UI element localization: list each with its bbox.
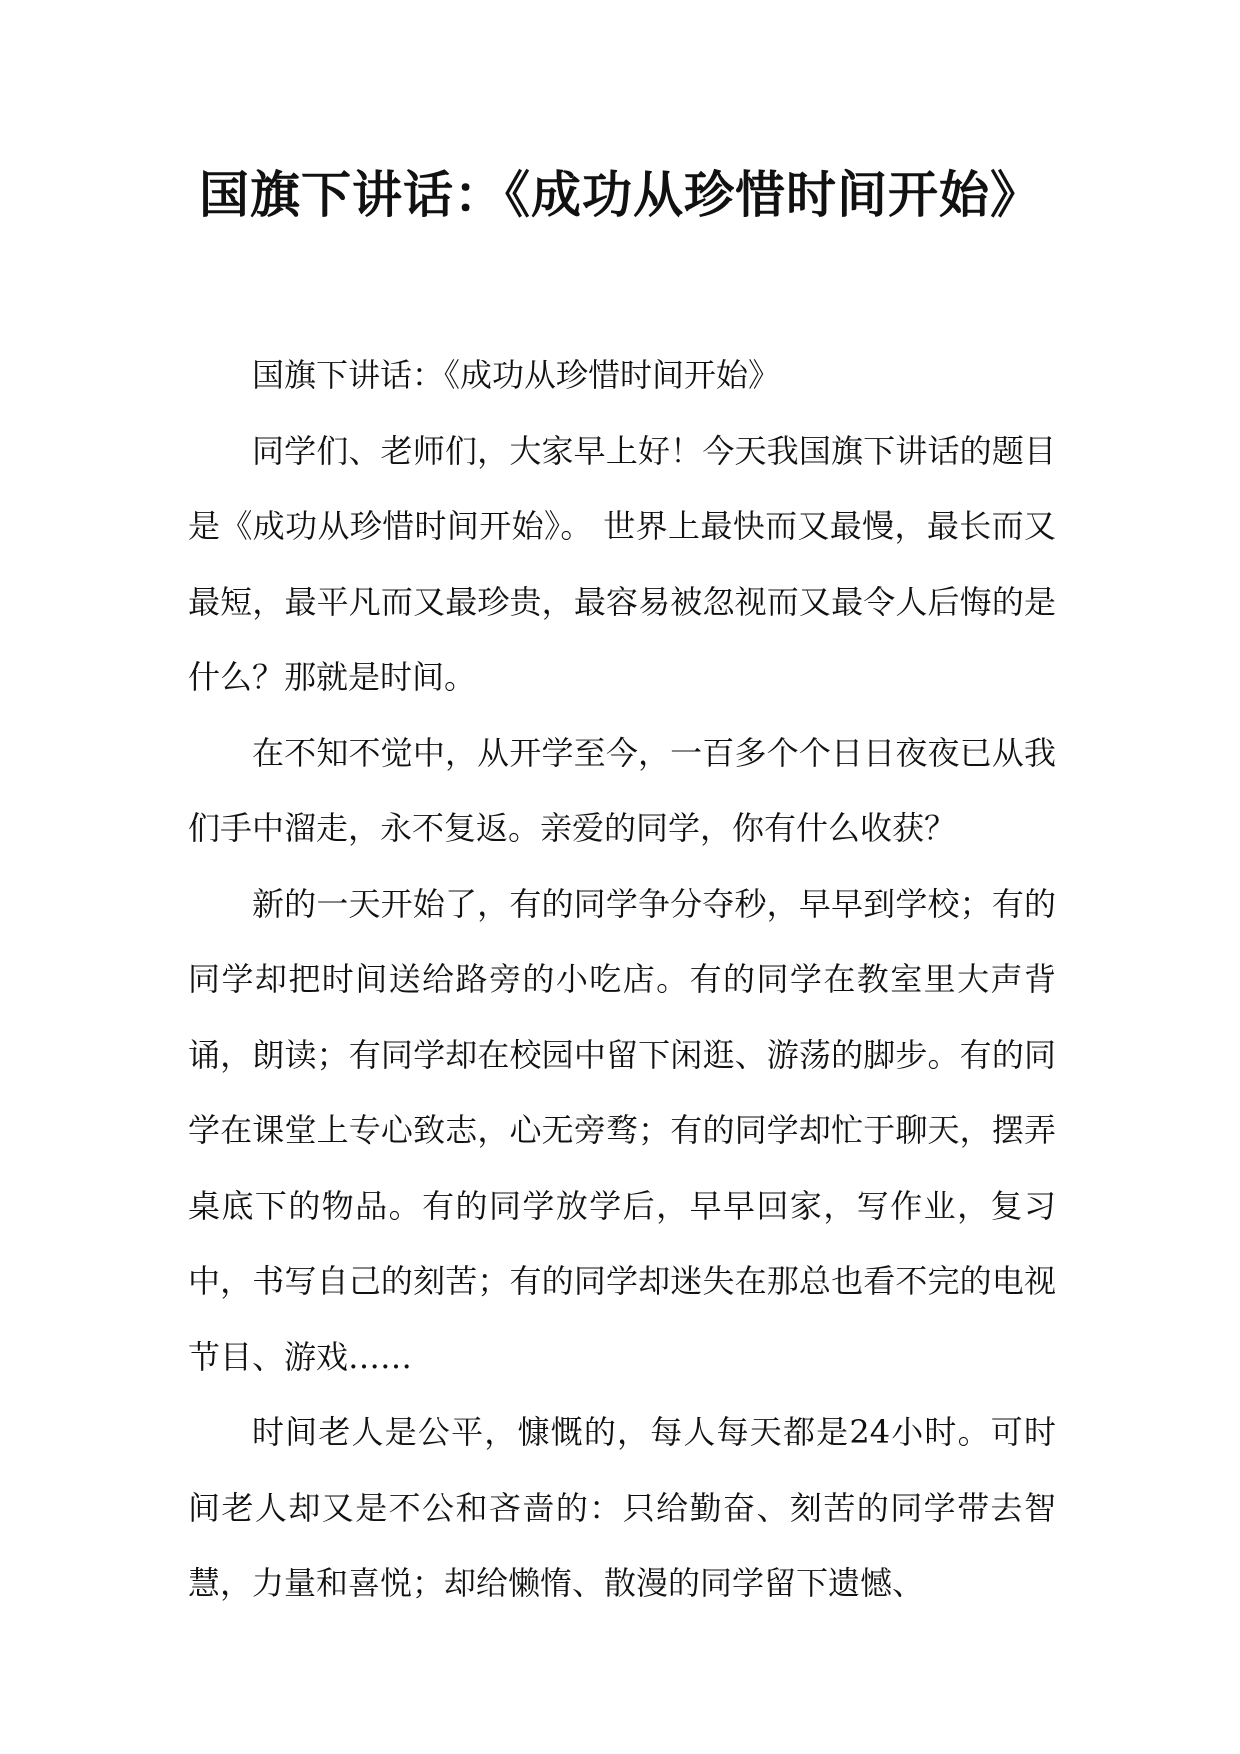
document-body	[188, 338, 1056, 1622]
paragraph-comparison: 新的一天开始了，有的同学争分夺秒，早早到学校；有的同学却把时间送给路旁的小吃店。有的同学在教室里大声背诵，朗读；有同学却在校园中留下闲逛、游荡的脚步。有的同学在课堂上专心致志，心无旁骛；有的同学却忙于聊天，摆弄桌底下的物品。有的同学放学后，早早回家，写作业，复习中，书写自己的刻苦；有的同学却迷失在那总也看不完的电视节目、游戏……	[188, 884, 1056, 1376]
paragraph-heading: 国旗下讲话：《成功从珍惜时间开始》	[252, 356, 781, 394]
paragraph-greeting: 同学们、老师们，大家早上好！今天我国旗下讲话的题目是《成功从珍惜时间开始》。 世界上最快而又最慢，最长而又最短，最平凡而又最珍贵，最容易被忽视而又最令人后悔的是什么？那就是时间。	[188, 431, 1056, 696]
paragraph-time-passed: 在不知不觉中，从开学至今，一百多个个日日夜夜已从我们手中溜走，永不复返。亲爱的同学，你有什么收获？	[188, 733, 1056, 847]
paragraph-time-fairness: 时间老人是公平，慷慨的，每人每天都是24小时。可时间老人却又是不公和吝啬的：只给勤奋、刻苦的同学带去智慧，力量和喜悦；却给懒惰、散漫的同学留下遗憾、	[188, 1413, 1056, 1602]
document-title: 国旗下讲话：《成功从珍惜时间开始》	[199, 166, 1041, 224]
